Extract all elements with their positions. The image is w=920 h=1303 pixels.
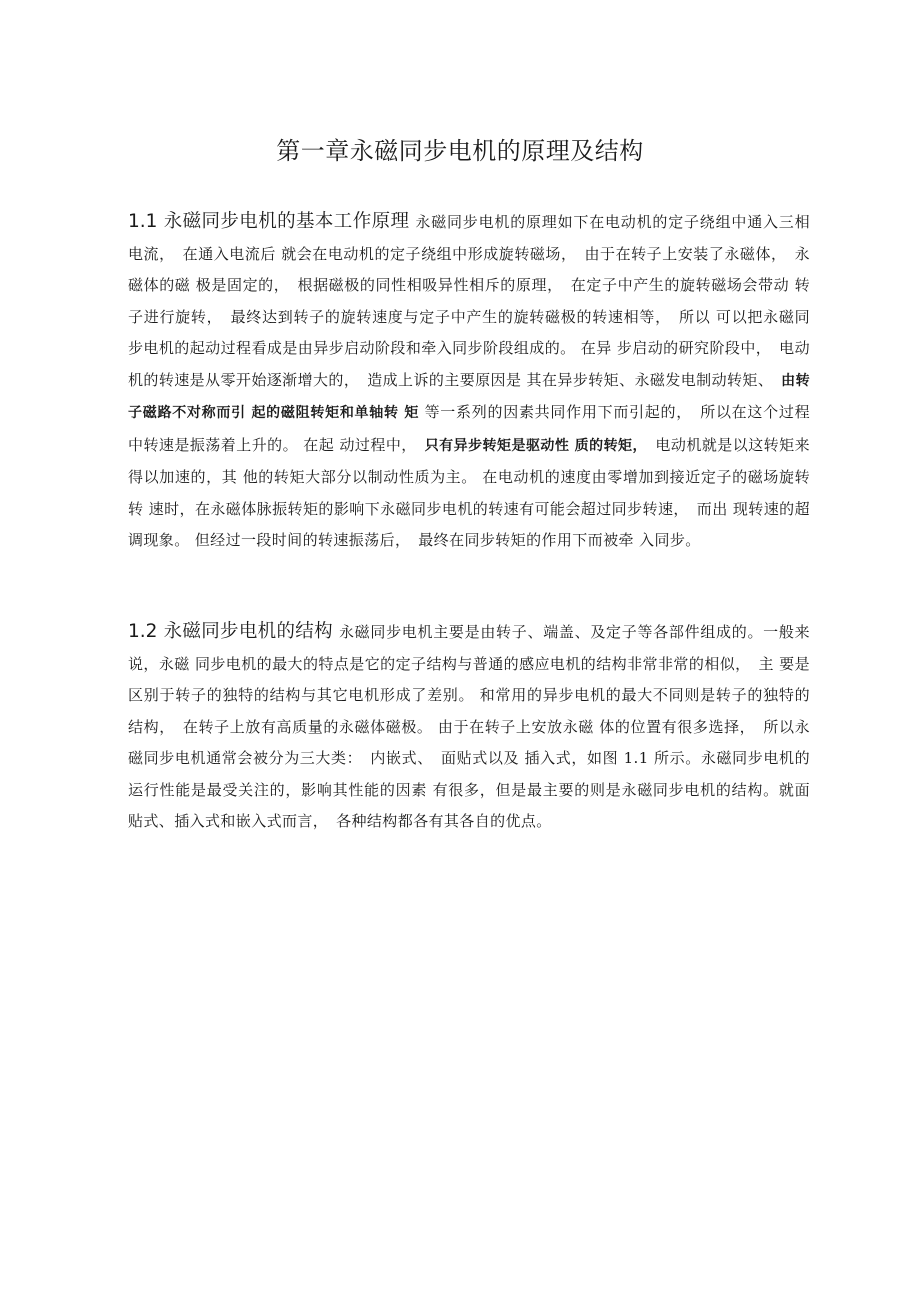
section-1-text-c: 电动机就是以这转矩来得以加速的，其 他的转矩大部分以制动性质为主。 在电动机的速度由零增加到接近定子的磁场旋转转 速时，在永磁体脉振转矩的影响下永磁同步电机的转速有可能会超过同步转速， 而出 现转速的超调现象。 但经过一段时间的转速振荡后， 最终在同步转矩的作用下而被牵 入同步。 [128, 435, 810, 549]
section-1-heading: 1.1 永磁同步电机的基本工作原理 [128, 211, 410, 232]
section-1-text-a: 永磁同步电机的原理如下在电动机的定子绕组中通入三相电流， 在通入电流后 就会在电动机的定子绕组中形成旋转磁场， 由于在转子上安装了永磁体， 永磁体的磁 极是固定的， 根据磁极的同性相吸异性相斥的原理， 在定子中产生的旋转磁场会带动 转子进行旋转， 最终达到转子的旋转速度与定子中产生的旋转磁极的转速相等， 所以 可以把永磁同步电机的起动过程看成是由异步启动阶段和牵入同步阶段组成的。 在异 步启动的研究阶段中， 电动机的转速是从零开始逐渐增大的， 造成上诉的主要原因是 其在异步转矩、永磁发电制动转矩、 [128, 213, 810, 389]
section-1-emphasis-2: 只有异步转矩是驱动性 质的转矩， [424, 437, 640, 454]
section-2-text: 永磁同步电机主要是由转子、端盖、及定子等各部件组成的。一般来说，永磁 同步电机的最大的特点是它的定子结构与普通的感应电机的结构非常非常的相似， 主 要是区别于转子的独特的结构与其它电机形成了差别。 和常用的异步电机的最大不同则是转子的独特的结构， 在转子上放有高质量的永磁体磁极。 由于在转子上安放永磁 体的位置有很多选择， 所以永磁同步电机通常会被分为三大类： 内嵌式、 面贴式以及 插入式，如图 1.1 所示。永磁同步电机的运行性能是最受关注的，影响其性能的因素 有很多，但是最主要的则是永磁同步电机的结构。就面贴式、插入式和嵌入式而言， 各种结构都各有其各自的优点。 [128, 623, 810, 830]
chapter-title: 第一章永磁同步电机的原理及结构 [276, 137, 644, 165]
section-1-emphasis-1: 由转子磁路不对称而引 起的磁阻转矩和单轴转 矩 [128, 372, 810, 421]
section-1-paragraph [128, 206, 810, 557]
section-1-text-b: 等一系列的因素共同作用下而引起的， 所以在这个过程中转速是振荡着上升的。 在起 动过程中， [128, 403, 810, 454]
section-2-heading: 1.2 永磁同步电机的结构 [128, 621, 333, 642]
section-2-paragraph [128, 616, 810, 838]
